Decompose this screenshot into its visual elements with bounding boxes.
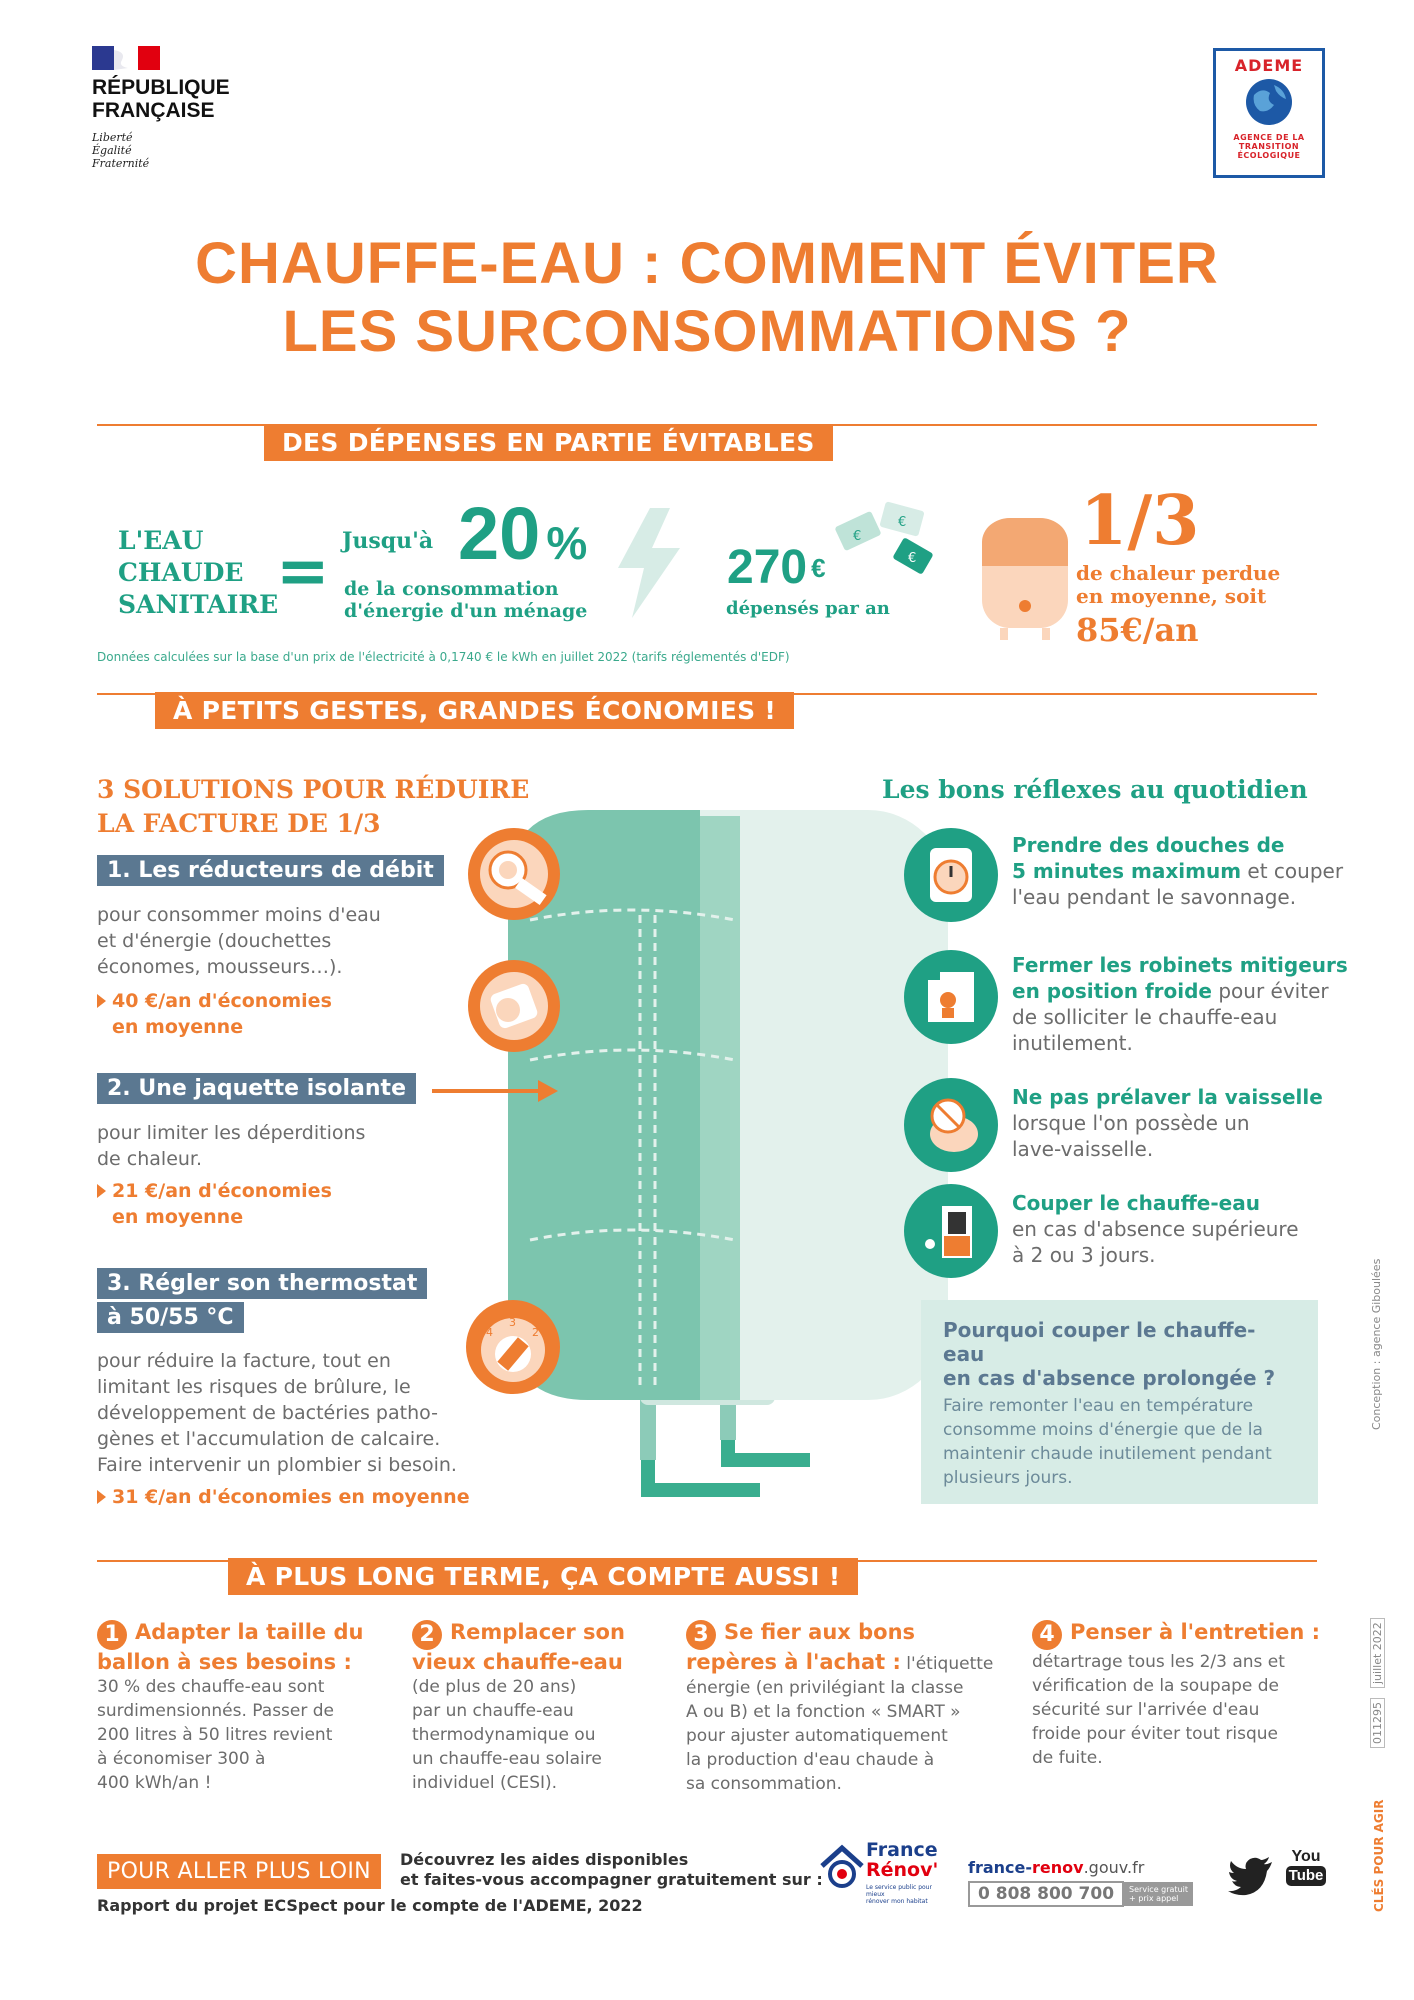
percent-desc-2: d'énergie d'un ménage xyxy=(344,600,588,622)
longterm4-body-3: sécurité sur l'arrivée d'eau xyxy=(1032,1700,1260,1720)
ademe-sub-1: AGENCE DE LA xyxy=(1233,133,1305,142)
longterm3-title-2: repères à l'achat : xyxy=(686,1650,901,1674)
site-link[interactable] xyxy=(968,1858,1144,1877)
solution3-body-5: Faire intervenir un plombier si besoin. xyxy=(97,1454,457,1476)
why-body-1: Faire remonter l'eau en température xyxy=(943,1396,1254,1416)
eau-line1: L'EAU xyxy=(118,526,204,555)
solution3-tag-line1: 3. Régler son thermostat xyxy=(97,1268,427,1299)
solution1-body-2: et d'énergie (douchettes xyxy=(97,930,332,952)
why-title-2: en cas d'absence prolongée ? xyxy=(943,1366,1276,1390)
reflex1-inline: et couper xyxy=(1241,859,1344,883)
banknotes-icon xyxy=(820,498,940,580)
discover-line1: Découvrez les aides disponibles xyxy=(400,1850,689,1869)
footer-band: POUR ALLER PLUS LOIN xyxy=(97,1854,381,1889)
euro-glyph-2: € xyxy=(898,515,907,530)
solution2-saving-1: 21 €/an d'économies xyxy=(112,1180,332,1202)
spend-currency: € xyxy=(811,553,826,583)
flag-icon xyxy=(92,46,160,70)
youtube-icon[interactable] xyxy=(1286,1848,1326,1886)
phone-number: 0 808 800 700 xyxy=(968,1881,1124,1907)
longterm1-body-3: 200 litres à 50 litres revient xyxy=(97,1725,333,1745)
bullet-triangle-icon xyxy=(97,1490,106,1504)
youtube-you: You xyxy=(1291,1848,1321,1865)
ademe-label: ADEME xyxy=(1234,56,1304,75)
solution3-saving-1: 31 €/an d'économies en moyenne xyxy=(112,1486,470,1508)
thermostat-circle xyxy=(466,1300,560,1394)
section1-band: DES DÉPENSES EN PARTIE ÉVITABLES xyxy=(264,424,833,461)
solution3-body xyxy=(97,1348,457,1478)
longterm1-body-5: 400 kWh/an ! xyxy=(97,1773,212,1793)
site-prefix: france- xyxy=(968,1858,1033,1877)
why-body xyxy=(943,1394,1296,1490)
reflex2-rest-2: inutilement. xyxy=(1012,1031,1133,1055)
gov-name xyxy=(92,76,230,122)
solution1-tag: 1. Les réducteurs de débit xyxy=(97,855,444,886)
solutions-title-1: 3 SOLUTIONS POUR RÉDUIRE xyxy=(97,775,530,804)
longterm3-body-1: énergie (en privilégiant la classe xyxy=(686,1678,964,1698)
section3-band: À PLUS LONG TERME, ÇA COMPTE AUSSI ! xyxy=(228,1558,858,1595)
fraction-desc-1: de chaleur perdue xyxy=(1076,561,1281,585)
reflex4-rest-2: à 2 ou 3 jours. xyxy=(1012,1243,1156,1267)
footer-discover xyxy=(400,1850,823,1890)
reflex3-rest-1: lorsque l'on possède un xyxy=(1012,1111,1250,1135)
lightning-icon xyxy=(610,508,682,618)
euro-glyph-1: € xyxy=(853,529,862,544)
reflex4-rest-1: en cas d'absence supérieure xyxy=(1012,1217,1299,1241)
ademe-sub xyxy=(1216,133,1322,160)
solution3-body-3: développement de bactéries patho- xyxy=(97,1402,438,1424)
marianne-logo xyxy=(92,46,160,70)
equals-sign: = xyxy=(276,535,330,609)
longterm1-body-1: 30 % des chauffe-eau sont xyxy=(97,1677,325,1697)
ademe-sub-3: ÉCOLOGIQUE xyxy=(1237,151,1301,160)
solution2-body-1: pour limiter les déperditions xyxy=(97,1122,366,1144)
solution1-body-1: pour consommer moins d'eau xyxy=(97,904,381,926)
phone-note xyxy=(1124,1882,1193,1906)
ademe-sub-2: TRANSITION xyxy=(1238,142,1300,151)
reflex2-bold-2: en position froide xyxy=(1012,979,1212,1003)
why-box xyxy=(921,1300,1318,1504)
solution3-saving xyxy=(97,1484,470,1510)
euro-glyph-3: € xyxy=(908,551,917,566)
longterm3-body-4: la production d'eau chaude à xyxy=(686,1750,935,1770)
reflex4-text xyxy=(1012,1190,1299,1268)
longterm3-body-3: pour ajuster automatiquement xyxy=(686,1726,948,1746)
side-ref: 011295 xyxy=(1370,1698,1385,1748)
why-title-1: Pourquoi couper le chauffe-eau xyxy=(943,1318,1256,1366)
thermostat-icon xyxy=(466,1300,560,1394)
longterm1-title-1: Adapter la taille du xyxy=(135,1620,364,1644)
france-renov-sub-1: Le service public pour mieux xyxy=(866,1884,932,1898)
longterm2-title-2: vieux chauffe-eau xyxy=(412,1650,623,1674)
mixer-tap-icon xyxy=(904,950,998,1044)
percent-sign: % xyxy=(546,517,588,569)
side-credit: Conception : agence Giboulées xyxy=(1370,1258,1383,1430)
solution1-saving xyxy=(97,988,332,1040)
motto-fraternite: Fraternité xyxy=(92,157,150,170)
ademe-logo xyxy=(1213,48,1325,178)
longterm3-body-2: A ou B) et la fonction « SMART » xyxy=(686,1702,961,1722)
longterm-item-3 xyxy=(686,1620,1006,1796)
motto-liberte: Liberté xyxy=(92,131,133,144)
bullet-triangle-icon xyxy=(97,994,106,1008)
longterm2-body-4: un chauffe-eau solaire xyxy=(412,1749,602,1769)
reflex3-rest-2: lave-vaisselle. xyxy=(1012,1137,1154,1161)
solution1-body-3: économes, mousseurs…). xyxy=(97,956,343,978)
gov-name-line2: FRANÇAISE xyxy=(92,99,215,122)
phone-note-1: Service gratuit xyxy=(1129,1885,1188,1894)
gov-motto xyxy=(92,131,149,170)
longterm4-body-4: froide pour éviter tout risque xyxy=(1032,1724,1279,1744)
reflex2-rest-1: de solliciter le chauffe-eau xyxy=(1012,1005,1278,1029)
spend-number: 270 xyxy=(727,541,808,594)
solution3-body-4: gènes et l'accumulation de calcaire. xyxy=(97,1428,441,1450)
reflex3-text xyxy=(1012,1084,1323,1162)
reflex2-bold-1: Fermer les robinets mitigeurs xyxy=(1012,953,1348,977)
house-icon xyxy=(818,1842,868,1892)
title-line2: LES SURCONSOMMATIONS ? xyxy=(282,299,1132,364)
longterm1-body-4: à économiser 300 à xyxy=(97,1749,266,1769)
reflex1-text xyxy=(1012,832,1343,910)
percent-number: 20 xyxy=(458,492,541,575)
eau-line2: CHAUDE xyxy=(118,558,244,587)
thermostat-tick-3: 3 xyxy=(509,1316,516,1329)
title-line1: CHAUFFE-EAU : COMMENT ÉVITER xyxy=(195,231,1219,296)
longterm-num-1: 1 xyxy=(97,1620,127,1650)
france-renov-sub xyxy=(866,1884,948,1905)
reflex4-circle xyxy=(904,1184,998,1278)
no-prewash-icon xyxy=(904,1078,998,1172)
longterm3-body-5: sa consommation. xyxy=(686,1774,842,1794)
reflex2-circle xyxy=(904,950,998,1044)
spend-value xyxy=(727,542,826,594)
solution3-body-1: pour réduire la facture, tout en xyxy=(97,1350,391,1372)
longterm4-body-5: de fuite. xyxy=(1032,1748,1103,1768)
timer-icon xyxy=(904,828,998,922)
thermostat-tick-2: 2 xyxy=(532,1326,539,1339)
gov-name-line1: RÉPUBLIQUE xyxy=(92,76,230,99)
page-title xyxy=(0,230,1414,366)
fraction-value: 1/3 xyxy=(1080,481,1200,561)
france-renov-line1: France xyxy=(866,1839,938,1861)
longterm2-title-1: Remplacer son xyxy=(450,1620,625,1644)
longterm-num-4: 4 xyxy=(1032,1620,1062,1650)
longterm2-body-2: par un chauffe-eau xyxy=(412,1701,574,1721)
longterm2-body-5: individuel (CESI). xyxy=(412,1773,558,1793)
longterm2-body-1: (de plus de 20 ans) xyxy=(412,1677,577,1697)
side-cles: CLÉS POUR AGIR xyxy=(1372,1799,1386,1912)
arrow-right-icon xyxy=(432,1076,562,1106)
reflex1-bold-1: Prendre des douches de xyxy=(1012,833,1285,857)
water-heater-illustration xyxy=(490,800,960,1500)
reflex1-rest-1: l'eau pendant le savonnage. xyxy=(1012,885,1297,909)
france-renov-logo[interactable] xyxy=(818,1838,948,1912)
eau-line3: SANITAIRE xyxy=(118,590,279,619)
thermostat-tick-4: 4 xyxy=(486,1326,493,1339)
why-body-2: consomme moins d'énergie que de la xyxy=(943,1420,1263,1440)
site-suffix: .gouv.fr xyxy=(1083,1858,1145,1877)
reflex3-bold-1: Ne pas prélaver la vaisselle xyxy=(1012,1085,1323,1109)
aerator-icon xyxy=(468,960,560,1052)
side-date: juillet 2022 xyxy=(1370,1618,1385,1688)
longterm-item-4 xyxy=(1032,1620,1332,1770)
longterm4-title-1: Penser à l'entretien : xyxy=(1070,1620,1321,1644)
solution2-saving-2: en moyenne xyxy=(112,1206,244,1228)
france-renov-sub-2: rénover mon habitat xyxy=(866,1898,928,1905)
fraction-amount: 85€/an xyxy=(1076,611,1199,649)
solution2-body xyxy=(97,1120,365,1172)
solution1-circle xyxy=(468,828,560,920)
why-body-3: maintenir chaude inutilement pendant xyxy=(943,1444,1272,1464)
footer-report: Rapport du projet ECSpect pour le compte de l'ADEME, 2022 xyxy=(97,1896,643,1915)
solutions-title-2: LA FACTURE DE 1/3 xyxy=(97,809,381,838)
fraction-desc-2: en moyenne, soit xyxy=(1076,584,1267,608)
aerator-circle xyxy=(468,960,560,1052)
percent-desc xyxy=(344,578,587,622)
reflex4-bold-1: Couper le chauffe-eau xyxy=(1012,1191,1260,1215)
solution2-body-2: de chaleur. xyxy=(97,1148,203,1170)
longterm2-body-3: thermodynamique ou xyxy=(412,1725,596,1745)
footnote: Données calculées sur la base d'un prix de l'électricité à 0,1740 € le kWh en juillet 2022 (tarifs réglementés d'EDF) xyxy=(97,650,790,664)
why-body-4: plusieurs jours. xyxy=(943,1468,1073,1488)
discover-line2: et faites-vous accompagner gratuitement sur : xyxy=(400,1870,823,1889)
longterm1-title-2: ballon à ses besoins : xyxy=(97,1650,352,1674)
solution2-tag: 2. Une jaquette isolante xyxy=(97,1073,416,1104)
solution1-saving-2: en moyenne xyxy=(112,1016,244,1038)
twitter-icon[interactable] xyxy=(1228,1856,1274,1896)
eau-chaude-label xyxy=(118,525,278,621)
reflex3-circle xyxy=(904,1078,998,1172)
section2-band: À PETITS GESTES, GRANDES ÉCONOMIES ! xyxy=(155,692,794,729)
longterm3-title-1: Se fier aux bons xyxy=(724,1620,916,1644)
reflexes-title: Les bons réflexes au quotidien xyxy=(882,775,1308,804)
solution1-saving-1: 40 €/an d'économies xyxy=(112,990,332,1012)
youtube-tube: Tube xyxy=(1286,1866,1326,1886)
reflex2-inline: pour éviter xyxy=(1211,979,1329,1003)
solution3-tag-line2: à 50/55 °C xyxy=(97,1302,244,1333)
reflex1-circle xyxy=(904,828,998,922)
solutions-title xyxy=(97,773,529,841)
longterm4-body-2: vérification de la soupape de xyxy=(1032,1676,1280,1696)
fraction-desc xyxy=(1076,562,1280,608)
shower-head-icon xyxy=(468,828,560,920)
why-title xyxy=(943,1318,1296,1390)
france-renov-line2: Rénov' xyxy=(866,1859,939,1881)
longterm-num-3: 3 xyxy=(686,1620,716,1650)
percent-desc-1: de la consommation xyxy=(344,578,559,600)
solution1-body xyxy=(97,902,381,980)
longterm-num-2: 2 xyxy=(412,1620,442,1650)
phone-box[interactable] xyxy=(968,1881,1193,1907)
spend-desc: dépensés par an xyxy=(726,598,890,619)
solution2-saving xyxy=(97,1178,332,1230)
longterm4-body-1: détartrage tous les 2/3 ans et xyxy=(1032,1652,1285,1672)
bullet-triangle-icon xyxy=(97,1184,106,1198)
longterm3-title-rest: l'étiquette xyxy=(900,1654,994,1674)
percent-value xyxy=(458,494,587,583)
reflex1-bold-2: 5 minutes maximum xyxy=(1012,859,1242,883)
reflex2-text xyxy=(1012,952,1348,1056)
site-bold: renov xyxy=(1032,1858,1084,1877)
longterm-item-1 xyxy=(97,1620,377,1795)
switch-off-icon xyxy=(904,1184,998,1278)
jusqua-label: Jusqu'à xyxy=(342,528,434,554)
globe-icon xyxy=(1244,77,1294,127)
solution3-body-2: limitant les risques de brûlure, le xyxy=(97,1376,411,1398)
motto-egalite: Égalité xyxy=(92,144,132,157)
longterm-item-2 xyxy=(412,1620,672,1795)
longterm1-body-2: surdimensionnés. Passer de xyxy=(97,1701,335,1721)
phone-note-2: + prix appel xyxy=(1129,1894,1179,1903)
france-renov-name xyxy=(866,1840,938,1880)
water-heater-small-icon xyxy=(980,512,1070,642)
